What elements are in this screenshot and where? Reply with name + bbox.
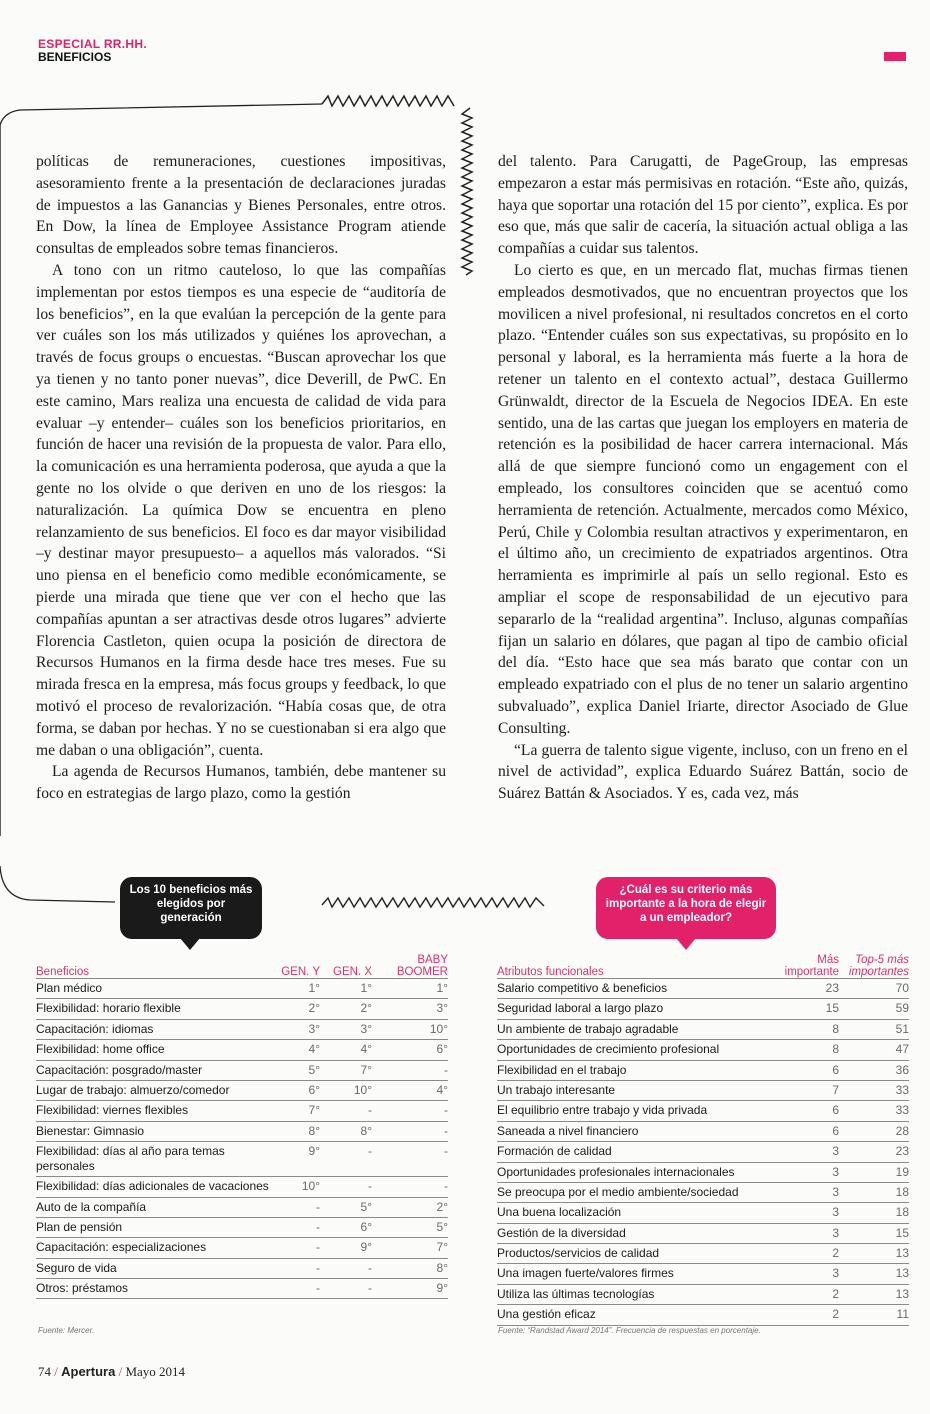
column-header: Atributos funcionales <box>497 950 773 979</box>
row-label: Productos/servicios de calidad <box>497 1244 773 1264</box>
column-header: GEN. Y <box>272 950 320 979</box>
table-row <box>497 1080 909 1100</box>
row-value: 15 <box>773 999 839 1019</box>
row-value: 4° <box>372 1080 448 1100</box>
row-label: Formación de calidad <box>497 1142 773 1162</box>
row-value: 9° <box>372 1279 448 1299</box>
employer-criteria-title-bubble: ¿Cuál es su criterio más importante a la hora de elegir a un empleador? <box>596 877 776 939</box>
row-value: 13 <box>839 1244 909 1264</box>
row-value: - <box>272 1217 320 1237</box>
row-value: 8° <box>272 1121 320 1141</box>
row-value: 33 <box>839 1101 909 1121</box>
row-value: 6 <box>773 1060 839 1080</box>
paragraph: del talento. Para Carugatti, de PageGroup, las empresas empezaron a estar más permisivas en rotación. “Este año, quizás, haya que soportar una rotación del 15 por ciento”, explica. Es por eso que, más que salir de cacería, la situación actual obliga a las compañías a cuidar sus talentos. <box>498 153 908 258</box>
row-label: Capacitación: especializaciones <box>36 1238 272 1258</box>
row-value: 23 <box>839 1142 909 1162</box>
row-value: - <box>320 1101 372 1121</box>
row-value: 7° <box>320 1060 372 1080</box>
paragraph: La agenda de Recursos Humanos, también, debe mantener su foco en estrategias de largo plazo, como la gestión <box>36 763 446 803</box>
row-value: - <box>372 1142 448 1177</box>
row-label: Otros: préstamos <box>36 1279 272 1299</box>
row-value: 28 <box>839 1121 909 1141</box>
row-value: 3° <box>272 1019 320 1039</box>
row-value: 70 <box>839 979 909 999</box>
source-note: Fuente: Mercer. <box>38 1326 95 1335</box>
row-value: 10° <box>320 1080 372 1100</box>
row-value: - <box>272 1258 320 1278</box>
table-row <box>36 1101 448 1121</box>
row-label: Oportunidades de crecimiento profesional <box>497 1040 773 1060</box>
row-value: 59 <box>839 999 909 1019</box>
row-value: 7 <box>773 1080 839 1100</box>
row-label: Flexibilidad en el trabajo <box>497 1060 773 1080</box>
row-value: 8° <box>320 1121 372 1141</box>
row-value: 2° <box>272 999 320 1019</box>
row-value: 6° <box>320 1217 372 1237</box>
column-header: Beneficios <box>36 950 272 979</box>
row-value: 7° <box>372 1238 448 1258</box>
row-label: Oportunidades profesionales internacionales <box>497 1162 773 1182</box>
table-row <box>497 1060 909 1080</box>
row-value: 3 <box>773 1223 839 1243</box>
row-label: Un trabajo interesante <box>497 1080 773 1100</box>
row-value: 2 <box>773 1284 839 1304</box>
row-value: - <box>372 1121 448 1141</box>
footer-separator: / <box>54 1364 58 1379</box>
table-row <box>36 1258 448 1278</box>
row-label: Capacitación: posgrado/master <box>36 1060 272 1080</box>
table-row <box>36 1217 448 1237</box>
table-row <box>36 1197 448 1217</box>
table-row <box>36 999 448 1019</box>
table-row <box>497 1101 909 1121</box>
row-value: 3 <box>773 1182 839 1202</box>
row-value: 18 <box>839 1203 909 1223</box>
row-label: Utiliza las últimas tecnologías <box>497 1284 773 1304</box>
row-value: 3 <box>773 1264 839 1284</box>
row-label: Salario competitivo & beneficios <box>497 979 773 999</box>
row-value: - <box>372 1101 448 1121</box>
row-value: 5° <box>372 1217 448 1237</box>
row-label: Flexibilidad: home office <box>36 1040 272 1060</box>
row-label: Seguridad laboral a largo plazo <box>497 999 773 1019</box>
row-value: 4° <box>320 1040 372 1060</box>
row-label: Una imagen fuerte/valores firmes <box>497 1264 773 1284</box>
row-value: 3° <box>320 1019 372 1039</box>
bubble-tail <box>676 938 696 950</box>
row-value: 3 <box>773 1162 839 1182</box>
row-value: 6° <box>372 1040 448 1060</box>
row-label: Se preocupa por el medio ambiente/sociedad <box>497 1182 773 1202</box>
row-label: Un ambiente de trabajo agradable <box>497 1019 773 1039</box>
row-value: - <box>320 1258 372 1278</box>
row-value: 33 <box>839 1080 909 1100</box>
row-value: 36 <box>839 1060 909 1080</box>
column-header: Más importante <box>773 950 839 979</box>
row-value: 13 <box>839 1264 909 1284</box>
table-row <box>497 1019 909 1039</box>
table-row <box>497 1305 909 1325</box>
table-row <box>497 1121 909 1141</box>
row-value: 6 <box>773 1121 839 1141</box>
row-label: Una gestión eficaz <box>497 1305 773 1325</box>
table-row <box>36 1060 448 1080</box>
row-value: 23 <box>773 979 839 999</box>
benefits-by-generation-table <box>36 950 448 1299</box>
row-value: 5° <box>272 1060 320 1080</box>
table-row <box>36 1177 448 1197</box>
row-value: - <box>320 1279 372 1299</box>
article-column-left <box>36 151 446 805</box>
row-value: 15 <box>839 1223 909 1243</box>
table-row <box>36 1238 448 1258</box>
row-value: 47 <box>839 1040 909 1060</box>
row-label: Gestión de la diversidad <box>497 1223 773 1243</box>
table-row <box>497 1244 909 1264</box>
table-row <box>36 1019 448 1039</box>
table-row <box>497 979 909 999</box>
paragraph: Lo cierto es que, en un mercado flat, muchas firmas tienen empleados desmotivados, que no encuentran proyectos que los movilicen a nivel profesional, ni resultados concretos en el corto plazo. “Entender cuáles son sus expectativas, su propósito en lo personal y laboral, es la herramienta más fuerte a la hora de retener un talento en el contexto actual”, destaca Guillermo Grünwaldt, director de la Escuela de Negocios IDEA. En este sentido, una de las cartas que juegan los employers en materia de retención es la posibilidad de hacer carrera internacional. Más allá de que siempre funcionó como un engagement con el empleado, los consultores coinciden que se acentuó como herramienta de retención. Actualmente, mercados como México, Perú, Chile y Colombia resultan atractivos y experimentaron, en el último año, un crecimiento de expatriados argentinos. Otra herramienta es imprimirle al país un sello regional. Esto es ampliar el scope de responsabilidad de un ejecutivo para separarlo de la “realidad argentina”. Incluso, algunas compañías fijan un salario en dólares, que pagan al tipo de cambio oficial del día. “Esto hace que sea más barato que contar con un empleado expatriado con el plus de no tener un salario argentino subvaluado”, explica Daniel Iriarte, director Asociado de Glue Consulting. <box>498 261 908 737</box>
row-value: 8 <box>773 1019 839 1039</box>
row-value: 2° <box>372 1197 448 1217</box>
row-value: - <box>272 1238 320 1258</box>
table-row <box>497 1284 909 1304</box>
row-value: - <box>372 1177 448 1197</box>
row-value: 4° <box>272 1040 320 1060</box>
source-note: Fuente: “Randstad Award 2014”. Frecuencia de respuestas en porcentaje. <box>498 1326 761 1335</box>
bubble-tail <box>180 938 200 950</box>
row-value: 10° <box>272 1177 320 1197</box>
article-column-right <box>498 151 908 805</box>
row-value: - <box>272 1279 320 1299</box>
row-label: Flexibilidad: horario flexible <box>36 999 272 1019</box>
row-value: 11 <box>839 1305 909 1325</box>
row-label: Plan de pensión <box>36 1217 272 1237</box>
row-value: - <box>272 1197 320 1217</box>
row-label: Bienestar: Gimnasio <box>36 1121 272 1141</box>
table-row <box>497 1162 909 1182</box>
paragraph: “La guerra de talento sigue vigente, incluso, con un freno en el nivel de actividad”, explica Eduardo Suárez Battán, socio de Suárez Battán & Asociados. Y es, cada vez, más <box>498 741 908 803</box>
generations-table-title-bubble: Los 10 beneficios más elegidos por generación <box>120 877 262 939</box>
row-label: Auto de la compañía <box>36 1197 272 1217</box>
table-row <box>497 1264 909 1284</box>
paragraph: políticas de remuneraciones, cuestiones impositivas, asesoramiento frente a la presentación de declaraciones juradas de impuestos a las Ganancias y Bienes Personales, entre otros. En Dow, la línea de Employee Assistance Program atiende consultas de empleados sobre temas financieros. <box>36 153 446 258</box>
row-label: El equilibrio entre trabajo y vida privada <box>497 1101 773 1121</box>
row-value: 2 <box>773 1305 839 1325</box>
table-row <box>36 979 448 999</box>
row-value: 9° <box>272 1142 320 1177</box>
row-value: 9° <box>320 1238 372 1258</box>
row-value: 1° <box>320 979 372 999</box>
row-value: 10° <box>372 1019 448 1039</box>
table-row <box>36 1080 448 1100</box>
row-value: 8° <box>372 1258 448 1278</box>
row-label: Flexibilidad: viernes flexibles <box>36 1101 272 1121</box>
row-label: Saneada a nivel financiero <box>497 1121 773 1141</box>
row-value: 1° <box>272 979 320 999</box>
row-value: - <box>320 1177 372 1197</box>
table-row <box>497 1142 909 1162</box>
column-header: BABY BOOMER <box>372 950 448 979</box>
table-row <box>36 1279 448 1299</box>
row-value: 19 <box>839 1162 909 1182</box>
table-row <box>497 1040 909 1060</box>
table-row <box>497 999 909 1019</box>
row-value: 6 <box>773 1101 839 1121</box>
paragraph: A tono con un ritmo cauteloso, lo que las compañías implementan por estos tiempos es una especie de “auditoría de los beneficios”, en la que evalúan la percepción de la gente para ver cuáles son los más utilizados y quiénes los aprovechan, a través de focus groups o encuestas. “Buscan aprovechar los que ya tienen y no tanto poner nuevas”, dice Deverill, de PwC. En este camino, Mars realiza una encuesta de calidad de vida para evaluar –y entender– cuáles son los beneficios prioritarios, en función de hacer una revisión de la propuesta de valor. Para ello, la comunicación es una herramienta poderosa, que ayuda a que la gente no los olvide o que deriven en uno de los riesgos: la naturalización. La química Dow se encuentra en pleno relanzamiento de sus beneficios. El foco es dar mayor visibilidad –y destinar mayor presupuesto– a aquellos más valorados. “Si uno piensa en el beneficio como medible económicamente, se pierde una mirada que tiene que ver con el hecho que las compañías apuntan a ser atractivas desde otros lugares” advierte Florencia Castleton, quien ocupa la posición de directora de Recursos Humanos en la firma desde hace tres meses. Fue su mirada fresca en la empresa, más focus groups y feedback, lo que motivó el proceso de revalorización. “Había cosas que, de otra forma, se daban por hechas. Y no se cuestionaban si era algo que me daban o una obligación”, cuenta. <box>36 261 446 759</box>
column-header: GEN. X <box>320 950 372 979</box>
column-header: Top-5 más importantes <box>839 950 909 979</box>
row-label: Capacitación: idiomas <box>36 1019 272 1039</box>
row-value: 2° <box>320 999 372 1019</box>
table-row <box>497 1182 909 1202</box>
row-value: 51 <box>839 1019 909 1039</box>
row-value: 7° <box>272 1101 320 1121</box>
table-row <box>497 1223 909 1243</box>
row-label: Seguro de vida <box>36 1258 272 1278</box>
row-value: 2 <box>773 1244 839 1264</box>
page-footer <box>38 1364 185 1380</box>
row-value: 8 <box>773 1040 839 1060</box>
row-value: - <box>320 1142 372 1177</box>
row-label: Lugar de trabajo: almuerzo/comedor <box>36 1080 272 1100</box>
issue-date: Mayo 2014 <box>125 1364 186 1379</box>
row-label: Plan médico <box>36 979 272 999</box>
row-label: Una buena localización <box>497 1203 773 1223</box>
table-row <box>36 1142 448 1177</box>
row-label: Flexibilidad: días al año para temas personales <box>36 1142 272 1177</box>
row-value: 6° <box>272 1080 320 1100</box>
table-row <box>497 1203 909 1223</box>
section-title: BENEFICIOS <box>38 50 112 64</box>
row-value: 18 <box>839 1182 909 1202</box>
footer-separator: / <box>118 1364 123 1379</box>
table-row <box>36 1040 448 1060</box>
table-row <box>36 1121 448 1141</box>
row-value: 5° <box>320 1197 372 1217</box>
page-number: 74 <box>38 1364 51 1379</box>
employer-criteria-table <box>497 950 909 1326</box>
publication-name: Apertura <box>61 1364 116 1379</box>
row-value: 3° <box>372 999 448 1019</box>
row-label: Flexibilidad: días adicionales de vacaciones <box>36 1177 272 1197</box>
row-value: 3 <box>773 1142 839 1162</box>
row-value: 1° <box>372 979 448 999</box>
section-kicker: ESPECIAL RR.HH. <box>38 37 147 51</box>
row-value: 3 <box>773 1203 839 1223</box>
row-value: 13 <box>839 1284 909 1304</box>
row-value: - <box>372 1060 448 1080</box>
